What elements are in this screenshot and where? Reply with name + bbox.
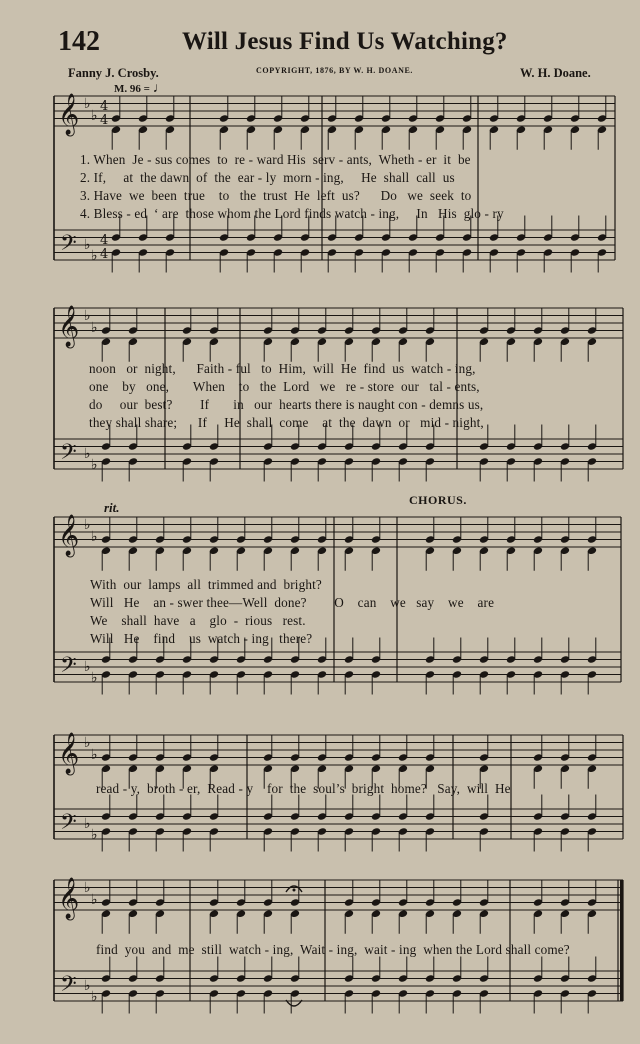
hymn-title: Will Jesus Find Us Watching? bbox=[182, 28, 508, 55]
time-signature-numerator: 4 bbox=[100, 233, 109, 248]
lyric-line-s4: read - y, broth - er, Read - y for the soul’s bright home? Say, will He bbox=[96, 781, 511, 796]
bass-clef-icon: 𝄢 bbox=[60, 972, 77, 1002]
treble-clef-icon: 𝄞 bbox=[58, 733, 80, 774]
flat-icon: ♭ bbox=[84, 978, 91, 994]
flat-icon: ♭ bbox=[91, 747, 98, 763]
lyric-line-s3-v4: Will He find us watch - ing there? bbox=[90, 631, 313, 646]
treble-clef-icon: 𝄞 bbox=[58, 306, 80, 347]
fermata-dot bbox=[293, 889, 296, 892]
time-signature-denominator: 4 bbox=[100, 113, 109, 128]
flat-icon: ♭ bbox=[84, 880, 91, 896]
time-signature-numerator: 4 bbox=[100, 99, 109, 114]
bass-clef-icon: 𝄢 bbox=[60, 810, 77, 840]
flat-icon: ♭ bbox=[84, 446, 91, 462]
lyric-line-s2-v1: noon or night, Faith - ful to Him, will He find us watch - ing, bbox=[89, 361, 476, 376]
bass-clef-icon: 𝄢 bbox=[60, 653, 77, 683]
flat-icon: ♭ bbox=[84, 96, 91, 112]
tempo-label: M. 96 = bbox=[114, 83, 150, 95]
bass-clef-icon: 𝄢 bbox=[60, 231, 77, 261]
lyric-line-s2-v4: they shall share; If He shall come at the dawn or mid - night, bbox=[89, 415, 484, 430]
flat-icon: ♭ bbox=[84, 308, 91, 324]
flat-icon: ♭ bbox=[91, 529, 98, 545]
hymn-composer: W. H. Doane. bbox=[520, 66, 591, 80]
lyric-line-s1-v3: 3. Have we been true to the trust He left us? Do we seek to bbox=[80, 188, 472, 203]
flat-icon: ♭ bbox=[91, 989, 98, 1005]
flat-icon: ♭ bbox=[91, 108, 98, 124]
flat-icon: ♭ bbox=[84, 816, 91, 832]
ritardando-mark: rit. bbox=[104, 500, 120, 515]
flat-icon: ♭ bbox=[84, 659, 91, 675]
flat-icon: ♭ bbox=[91, 892, 98, 908]
lyric-line-s3-v2: Will He an - swer thee—Well done? O can we say we are bbox=[90, 595, 495, 610]
bass-clef-icon: 𝄢 bbox=[60, 440, 77, 470]
treble-clef-icon: 𝄞 bbox=[58, 94, 80, 135]
chorus-label: CHORUS. bbox=[409, 493, 467, 507]
flat-icon: ♭ bbox=[84, 517, 91, 533]
flat-icon: ♭ bbox=[91, 670, 98, 686]
flat-icon: ♭ bbox=[91, 320, 98, 336]
treble-clef-icon: 𝄞 bbox=[58, 515, 80, 556]
flat-icon: ♭ bbox=[91, 827, 98, 843]
flat-icon: ♭ bbox=[84, 735, 91, 751]
final-bar-thick bbox=[620, 880, 623, 1001]
hymn-author: Fanny J. Crosby. bbox=[68, 66, 159, 80]
lyric-line-s3-v3: We shall have a glo - rious rest. bbox=[90, 613, 306, 628]
quarter-note-icon: ♩ bbox=[152, 81, 167, 96]
lyric-line-s3-v1: With our lamps all trimmed and bright? bbox=[90, 577, 322, 592]
lyric-line-s1-v2: 2. If, at the dawn of the ear - ly morn - ing, He shall call us bbox=[80, 170, 455, 185]
lyric-line-s2-v2: one by one, When to the Lord we re - store our tal - ents, bbox=[89, 379, 480, 394]
hymn-number: 142 bbox=[58, 26, 100, 57]
flat-icon: ♭ bbox=[91, 248, 98, 264]
lyric-line-s1-v4: 4. Bless - ed ʻ are those whom the Lord finds watch - ing, In His glo - ry bbox=[80, 206, 504, 221]
treble-clef-icon: 𝄞 bbox=[58, 878, 80, 919]
flat-icon: ♭ bbox=[84, 237, 91, 253]
copyright-notice: COPYRIGHT, 1876, BY W. H. DOANE. bbox=[256, 66, 413, 75]
lyric-line-s2-v3: do our best? If in our hearts there is naught con - demns us, bbox=[89, 397, 484, 412]
time-signature-denominator: 4 bbox=[100, 247, 109, 262]
lyric-line-s1-v1: 1. When Je - sus comes to re - ward His serv - ants, Wheth - er it be bbox=[80, 152, 471, 167]
lyric-line-s5: find you and me still watch - ing, Wait - ing, wait - ing when the Lord shall come? bbox=[96, 942, 570, 957]
flat-icon: ♭ bbox=[91, 457, 98, 473]
